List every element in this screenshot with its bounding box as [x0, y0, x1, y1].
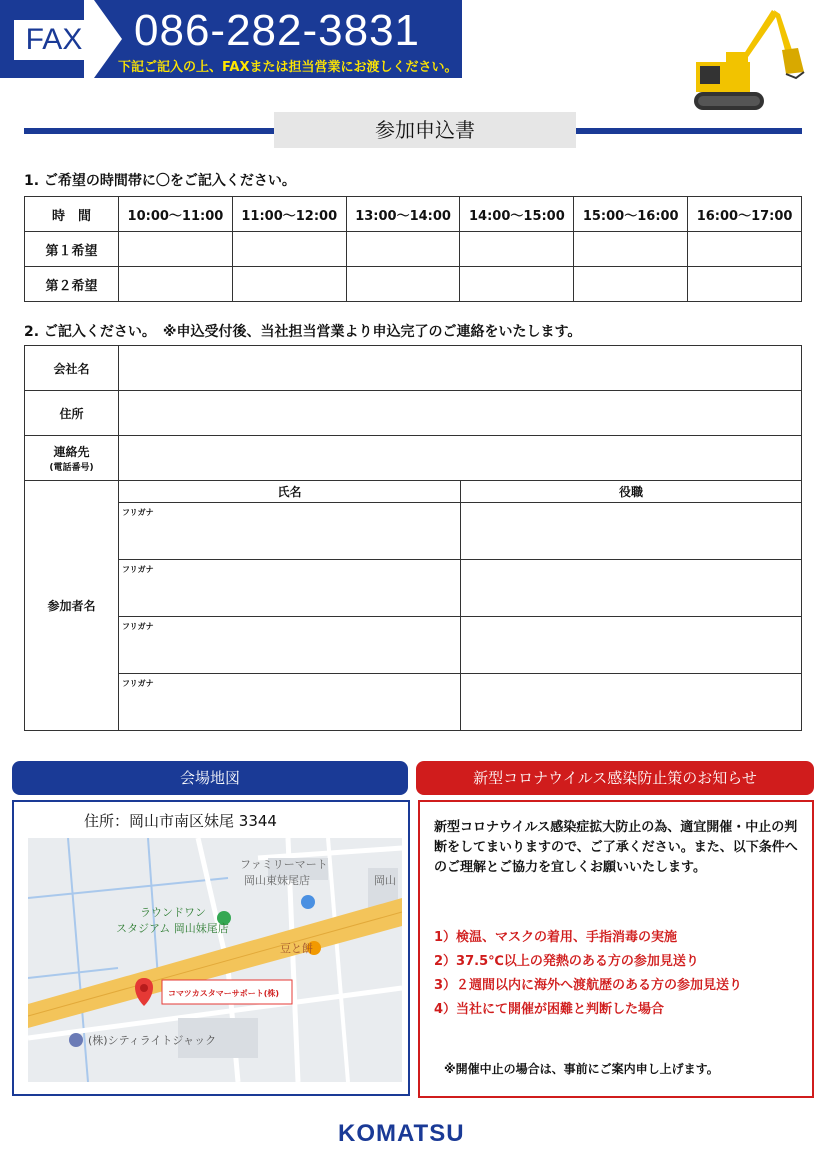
fax-instruction: 下記ご記入の上、FAXまたは担当営業にお渡しください。 [118, 60, 458, 75]
preference-label: 第２希望 [25, 267, 119, 302]
title-rule-left [24, 128, 274, 134]
preference-cell[interactable] [346, 267, 460, 302]
map-label-round1-line2: スタジアム 岡山妹尾店 [116, 922, 229, 935]
company-label: 会社名 [25, 346, 119, 391]
map-panel [12, 800, 410, 1096]
preference-row-2 [25, 267, 802, 302]
participants-label: 参加者名 [25, 481, 119, 731]
participant-role-field[interactable] [461, 617, 802, 674]
map-label-familymart: ファミリーマート [240, 858, 328, 871]
furigana-label: フリガナ [122, 565, 154, 574]
time-slot-header: 15:00～16:00 [574, 197, 688, 232]
komatsu-logo: KOMATSU [338, 1120, 465, 1147]
furigana-label: フリガナ [122, 679, 154, 688]
contact-sublabel: (電話番号) [49, 463, 94, 473]
preference-label: 第１希望 [25, 232, 119, 267]
participant-role-field[interactable] [461, 560, 802, 617]
time-slot-header: 14:00～15:00 [460, 197, 574, 232]
list-item: 2）37.5℃以上の発熱のある方の参加見送り [434, 954, 699, 969]
furigana-label: フリガナ [122, 622, 154, 631]
name-column-header: 氏名 [119, 481, 461, 503]
preference-cell[interactable] [232, 267, 346, 302]
map-label-venue-pin: コマツカスタマーサポート(株) [168, 989, 280, 998]
participant-role-field[interactable] [461, 503, 802, 560]
participant-name-field[interactable] [119, 560, 461, 617]
list-item: 3）２週間以内に海外へ渡航歴のある方の参加見送り [434, 978, 743, 993]
participant-name-field[interactable] [119, 617, 461, 674]
preference-cell[interactable] [460, 232, 574, 267]
address-field[interactable] [119, 391, 802, 436]
section2-heading: 2. ご記入ください。 ※申込受付後、当社担当営業より申込完了のご連絡をいたします。 [24, 324, 582, 340]
excavator-illustration [686, 0, 808, 118]
venue-address: 住所：岡山市南区妹尾 3344 [84, 812, 277, 830]
role-column-header: 役職 [461, 481, 802, 503]
section1-heading: 1. ご希望の時間帯に〇をご記入ください。 [24, 173, 296, 189]
map-label-mametomochi: 豆と餅 [280, 942, 313, 955]
preference-cell[interactable] [688, 232, 802, 267]
covid-notice-header: 新型コロナウイルス感染防止策のお知らせ [416, 761, 814, 795]
contact-label: 連絡先 [53, 445, 90, 459]
preference-cell[interactable] [232, 232, 346, 267]
preference-cell[interactable] [574, 232, 688, 267]
contact-label-cell [25, 436, 119, 481]
venue-map[interactable] [28, 838, 402, 1082]
list-item: 1）検温、マスクの着用、手指消毒の実施 [434, 930, 678, 945]
preference-row-1 [25, 232, 802, 267]
participant-name-field[interactable] [119, 674, 461, 731]
schedule-corner-label: 時 間 [25, 197, 119, 232]
page-title: 参加申込書 [274, 112, 576, 148]
map-label-cityjack: (株)シティライトジャック [88, 1034, 217, 1047]
furigana-label: フリガナ [122, 508, 154, 517]
list-item: 4）当社にて開催が困難と判断した場合 [434, 1002, 665, 1017]
time-slot-header: 16:00～17:00 [688, 197, 802, 232]
preference-cell[interactable] [688, 267, 802, 302]
schedule-table [24, 196, 802, 302]
time-slot-header: 11:00～12:00 [232, 197, 346, 232]
map-label-round1-line1: ラウンドワン [140, 906, 206, 919]
fax-banner [0, 0, 462, 78]
preference-cell[interactable] [119, 232, 233, 267]
covid-notice-panel [418, 800, 814, 1098]
preference-cell[interactable] [460, 267, 574, 302]
preference-cell[interactable] [346, 232, 460, 267]
map-header: 会場地図 [12, 761, 408, 795]
address-label: 住所 [25, 391, 119, 436]
contact-field[interactable] [119, 436, 802, 481]
company-field[interactable] [119, 346, 802, 391]
title-rule-right [576, 128, 802, 134]
applicant-info-table [24, 345, 802, 731]
map-label-okayama: 岡山 [374, 874, 396, 887]
fax-label: FAX [25, 23, 83, 56]
covid-conditions-list [434, 926, 742, 1022]
time-slot-header: 13:00～14:00 [346, 197, 460, 232]
preference-cell[interactable] [574, 267, 688, 302]
participant-name-field[interactable] [119, 503, 461, 560]
map-label-familymart-branch: 岡山東妹尾店 [244, 874, 310, 887]
covid-closing-note: ※開催中止の場合は、事前にご案内申し上げます。 [444, 1062, 719, 1076]
participant-role-field[interactable] [461, 674, 802, 731]
fax-number: 086-282-3831 [134, 6, 421, 55]
schedule-header-row [25, 197, 802, 232]
covid-intro-text: 新型コロナウイルス感染症拡大防止の為、適宜開催・中止の判断をしてまいりますので、ご了承ください。また、以下条件へのご理解とご協力を宜しくお願いいたします。 [434, 820, 798, 875]
preference-cell[interactable] [119, 267, 233, 302]
fax-label-box [14, 20, 94, 60]
time-slot-header: 10:00～11:00 [119, 197, 233, 232]
